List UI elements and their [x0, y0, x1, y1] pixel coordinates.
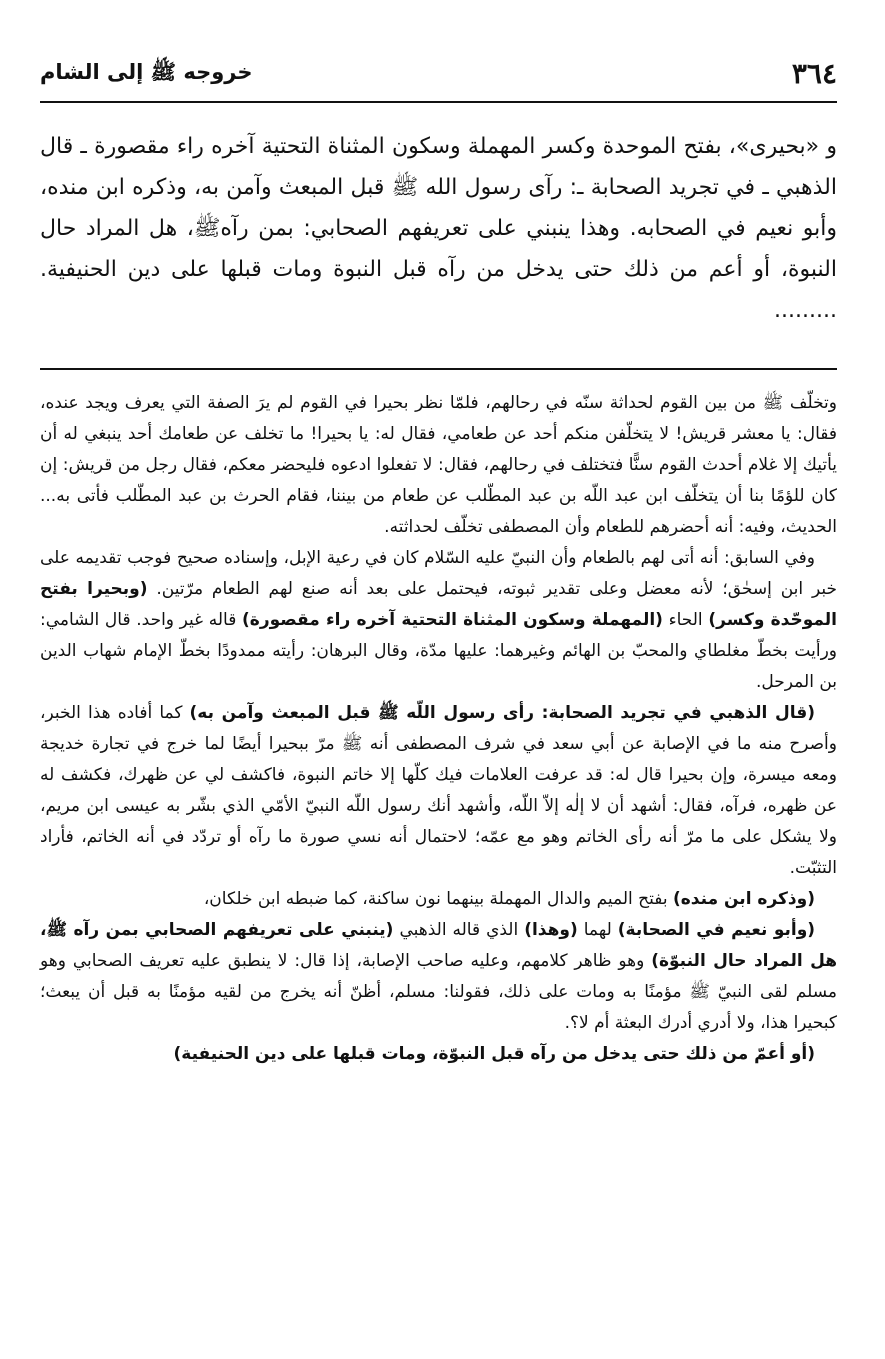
quoted-matn-bahira-spelling: (وبحيرا بفتح الموحّدة وكسر) — [40, 579, 837, 630]
main-text-paragraph: و «بحيرى»، بفتح الموحدة وكسر المهملة وسكون المثناة التحتية آخره راء مقصورة ـ قال الذهبي ـ في تجريد الصحابة ـ: رآى رسول الله ﷺ قبل المبعث وآمن به، وذكره ابن منده، وأبو نعيم في الصحابه. وهذا ينبني على تعريفهم الصحابي: بمن رآهﷺ، هل المراد حال النبوة، أو أعم من ذلك حتى يدخل من رآه قبل النبوة ومات قبلها على دين الحنيفية. ......... — [40, 134, 837, 323]
page-header — [40, 55, 837, 103]
commentary-p2-mid: الحاء — [668, 610, 703, 630]
quoted-matn-ibn-mandah: (وذكره ابن منده) — [673, 889, 815, 909]
commentary-p2-end: قاله غير واحد. قال الشامي: ورأيت بخطّ مغلطاي والمحبّ بن الهائم وغيرهما: عليها مدّة، وقال البرهان: رأيته ممدودًا بخطّ الإمام شهاب الدين بن المرحل. — [40, 610, 837, 692]
commentary — [40, 388, 837, 1070]
commentary-p2-intro: وفي السابق: أنه أتى لهم بالطعام وأن النبيّ عليه السّلام كان في رعية الإبل، وإسناده صحيح فوجب تقديمه على خبر ابن إسحٰق؛ لأنه معضل وعلى تقدير ثبوته، فيحتمل على بعد أنه صنع لهم الطعام مرّتين. — [40, 548, 837, 599]
running-title: خروجه ﷺ إلى الشام — [40, 60, 253, 84]
commentary-p4-text: بفتح الميم والدال المهملة بينهما نون ساكنة، كما ضبطه ابن خلكان، — [203, 889, 668, 909]
commentary-p5-text: وهو ظاهر كلامهم، وعليه صاحب الإصابة، إذا قال: لا ينطبق عليه تعريف الصحابي وهو مسلم لقى النبيّ ﷺ مؤمنًا به ومات على ذلك، فقولنا: مسلم، أظنّ أنه يخرج من لقيه مؤمنًا به قبل أن يبعث؛ كبحيرا هذا، ولا أدري أدرك البعثة أم لا؟. — [40, 951, 837, 1033]
quoted-matn-definition: (ينبني على تعريفهم الصحابي بمن رآه ﷺ، هل المراد حال النبوّة) — [40, 920, 838, 971]
quoted-matn-wa-hadha: (وهذا) — [524, 920, 578, 940]
commentary-p5-mid2: الذي قاله الذهبي — [399, 920, 519, 940]
commentary-paragraph-4 — [40, 884, 837, 915]
commentary-p5-mid1: لهما — [583, 920, 612, 940]
quoted-matn-dhahabi: (قال الذهبي في تجريد الصحابة: رأى رسول اللّه ﷺ قبل المبعث وآمن به) — [189, 703, 815, 723]
commentary-p3-text: كما أفاده هذا الخبر، وأصرح منه ما في الإصابة عن أبي سعد في شرف المصطفى أنه ﷺ مرّ ببحيرا أيضًا لما خرج في تجارة خديجة ومعه ميسرة، وإن بحيرا قال له: قد عرفت العلامات فيك كلّها إلا خاتم النبوة، فاكشف لي عن ظهرك، فكشف له عن ظهره، فرآه، فقال: أشهد أن لا إلٰه إلاّ اللّه، وأشهد أنك رسول اللّه النبيّ الأمّي الذي بشّر به عيسى ابن مريم، ولا يشكل على ما مرّ أنه رأى الخاتم وهو مع عمّه؛ لاحتمال أنه نسي صورة ما رآه أو تردّد في أنه الخاتم، فأراد التثبّت. — [40, 703, 837, 878]
quoted-matn-abu-nuaym: (وأبو نعيم في الصحابة) — [617, 920, 816, 940]
commentary-paragraph-1: وتخلّف ﷺ من بين القوم لحداثة سنّه في رحالهم، فلمّا نظر بحيرا في القوم لم يرَ الصفة التي يعرف ويجد عنده، فقال: يا معشر قريش! لا يتخلّفن منكم أحد عن طعامي، فقال له: يا بحيرا! ما تخلف عن طعامك أحد ينبغي له أن يأتيك إلا غلام أحدث القوم سنًّا فتختلف في رحالهم، فقال: لا تفعلوا ادعوه فليحضر معكم، فقال رجل من قريش: إن كان للؤمًا بنا أن يتخلّف ابن عبد اللّه بن عبد المطّلب عن طعام من بيننا، فقام الحرث بن عبد المطّلب فأتى به... الحديث، وفيه: أنه أحضرهم للطعام وأن المصطفى تخلّف لحداثته. — [40, 393, 837, 537]
quoted-matn-bahira-spelling-cont: (المهملة وسكون المثناة التحتية آخره راء مقصورة) — [242, 610, 663, 630]
text-divider — [40, 368, 837, 370]
page-number: ٣٦٤ — [791, 57, 837, 90]
main-text — [40, 126, 837, 331]
commentary-paragraph-2 — [40, 543, 837, 698]
commentary-paragraph-5 — [40, 915, 837, 1039]
commentary-paragraph-6 — [40, 1039, 837, 1070]
quoted-matn-hanifiyya: (أو أعمّ من ذلك حتى يدخل من رآه قبل النبوّة، ومات قبلها على دين الحنيفية) — [173, 1044, 815, 1064]
commentary-paragraph-3 — [40, 698, 837, 884]
